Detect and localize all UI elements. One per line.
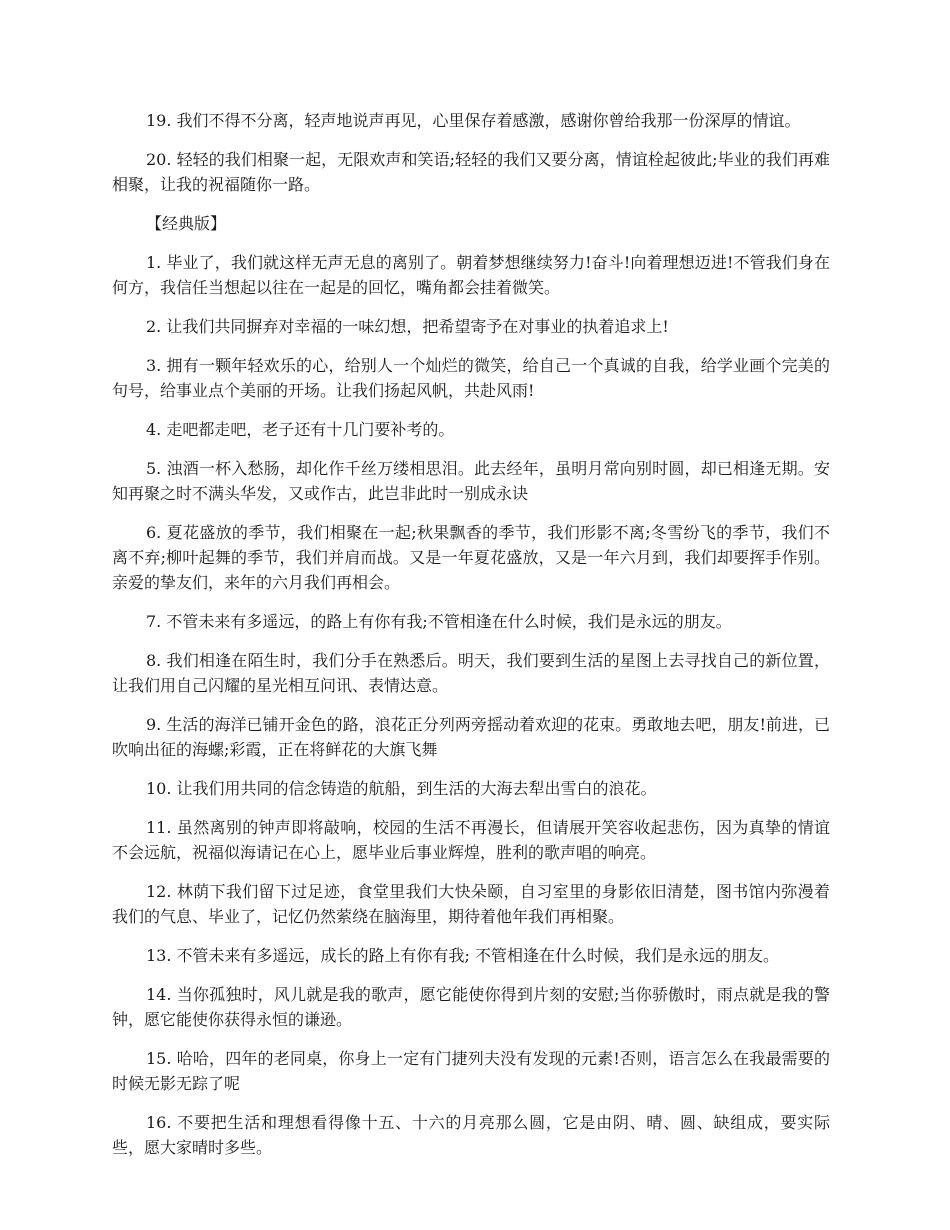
paragraph-8: 8. 我们相逢在陌生时，我们分手在熟悉后。明天，我们要到生活的星图上去寻找自己的新位置，让我们用自己闪耀的星光相互问讯、表情达意。	[112, 651, 830, 695]
paragraph-5: 5. 浊酒一杯入愁肠，却化作千丝万缕相思泪。此去经年，虽明月常向别时圆，却已相逢无期。安知再聚之时不满头华发，又或作古，此岂非此时一别成永诀	[112, 459, 830, 503]
paragraph-3: 3. 拥有一颗年轻欢乐的心，给别人一个灿烂的微笑，给自己一个真诚的自我，给学业画个完美的句号，给事业点个美丽的开场。让我们扬起风帆，共赴风雨!	[112, 356, 830, 400]
paragraph-10: 10. 让我们用共同的信念铸造的航船，到生活的大海去犁出雪白的浪花。	[146, 779, 657, 798]
paragraph-12: 12. 林荫下我们留下过足迹，食堂里我们大快朵颐，自习室里的身影依旧清楚，图书馆内弥漫着我们的气息、毕业了，记忆仍然萦绕在脑海里，期待着他年我们再相聚。	[112, 882, 830, 926]
paragraph-16: 16. 不要把生活和理想看得像十五、十六的月亮那么圆，它是由阴、晴、圆、缺组成，要实际些，愿大家晴时多些。	[112, 1113, 830, 1157]
paragraph-15: 15. 哈哈，四年的老同桌，你身上一定有门捷列夫没有发现的元素!否则，语言怎么在我最需要的时候无影无踪了呢	[112, 1049, 830, 1093]
paragraph-11: 11. 虽然离别的钟声即将敲响，校园的生活不再漫长，但请展开笑容收起悲伤，因为真挚的情谊不会远航，祝福似海请记在心上，愿毕业后事业辉煌，胜利的歌声唱的响亮。	[112, 818, 830, 862]
paragraph-1: 1. 毕业了，我们就这样无声无息的离别了。朝着梦想继续努力!奋斗!向着理想迈进!不管我们身在何方，我信任当想起以往在一起是的回忆，嘴角都会挂着微笑。	[112, 253, 830, 297]
paragraph-4: 4. 走吧都走吧，老子还有十几门要补考的。	[146, 420, 455, 439]
paragraph-9: 9. 生活的海洋已铺开金色的路，浪花正分列两旁摇动着欢迎的花束。勇敢地去吧，朋友!前进，已吹响出征的海螺;彩霞，正在将鲜花的大旗飞舞	[112, 715, 830, 759]
paragraph-20: 20. 轻轻的我们相聚一起，无限欢声和笑语;轻轻的我们又要分离，情谊栓起彼此;毕业的我们再难相聚，让我的祝福随你一路。	[112, 150, 830, 194]
paragraph-19: 19. 我们不得不分离，轻声地说声再见，心里保存着感激，感谢你曾给我那一份深厚的情谊。	[146, 111, 801, 130]
paragraph-2: 2. 让我们共同摒弃对幸福的一味幻想，把希望寄予在对事业的执着追求上!	[146, 317, 669, 336]
section-title: 【经典版】	[146, 214, 227, 233]
paragraph-7: 7. 不管未来有多遥远，的路上有你有我;不管相逢在什么时候，我们是永远的朋友。	[146, 612, 732, 631]
paragraph-14: 14. 当你孤独时，风儿就是我的歌声，愿它能使你得到片刻的安慰;当你骄傲时，雨点就是我的警钟，愿它能使你获得永恒的谦逊。	[112, 985, 830, 1029]
document-page	[112, 108, 830, 1174]
paragraph-6: 6. 夏花盛放的季节，我们相聚在一起;秋果飘香的季节，我们形影不离;冬雪纷飞的季节，我们不离不弃;柳叶起舞的季节，我们并肩而战。又是一年夏花盛放，又是一年六月到，我们却要挥手作别。亲爱的挚友们，来年的六月我们再相会。	[112, 523, 830, 592]
paragraph-13: 13. 不管未来有多遥远，成长的路上有你有我; 不管相逢在什么时候，我们是永远的朋友。	[146, 946, 780, 965]
